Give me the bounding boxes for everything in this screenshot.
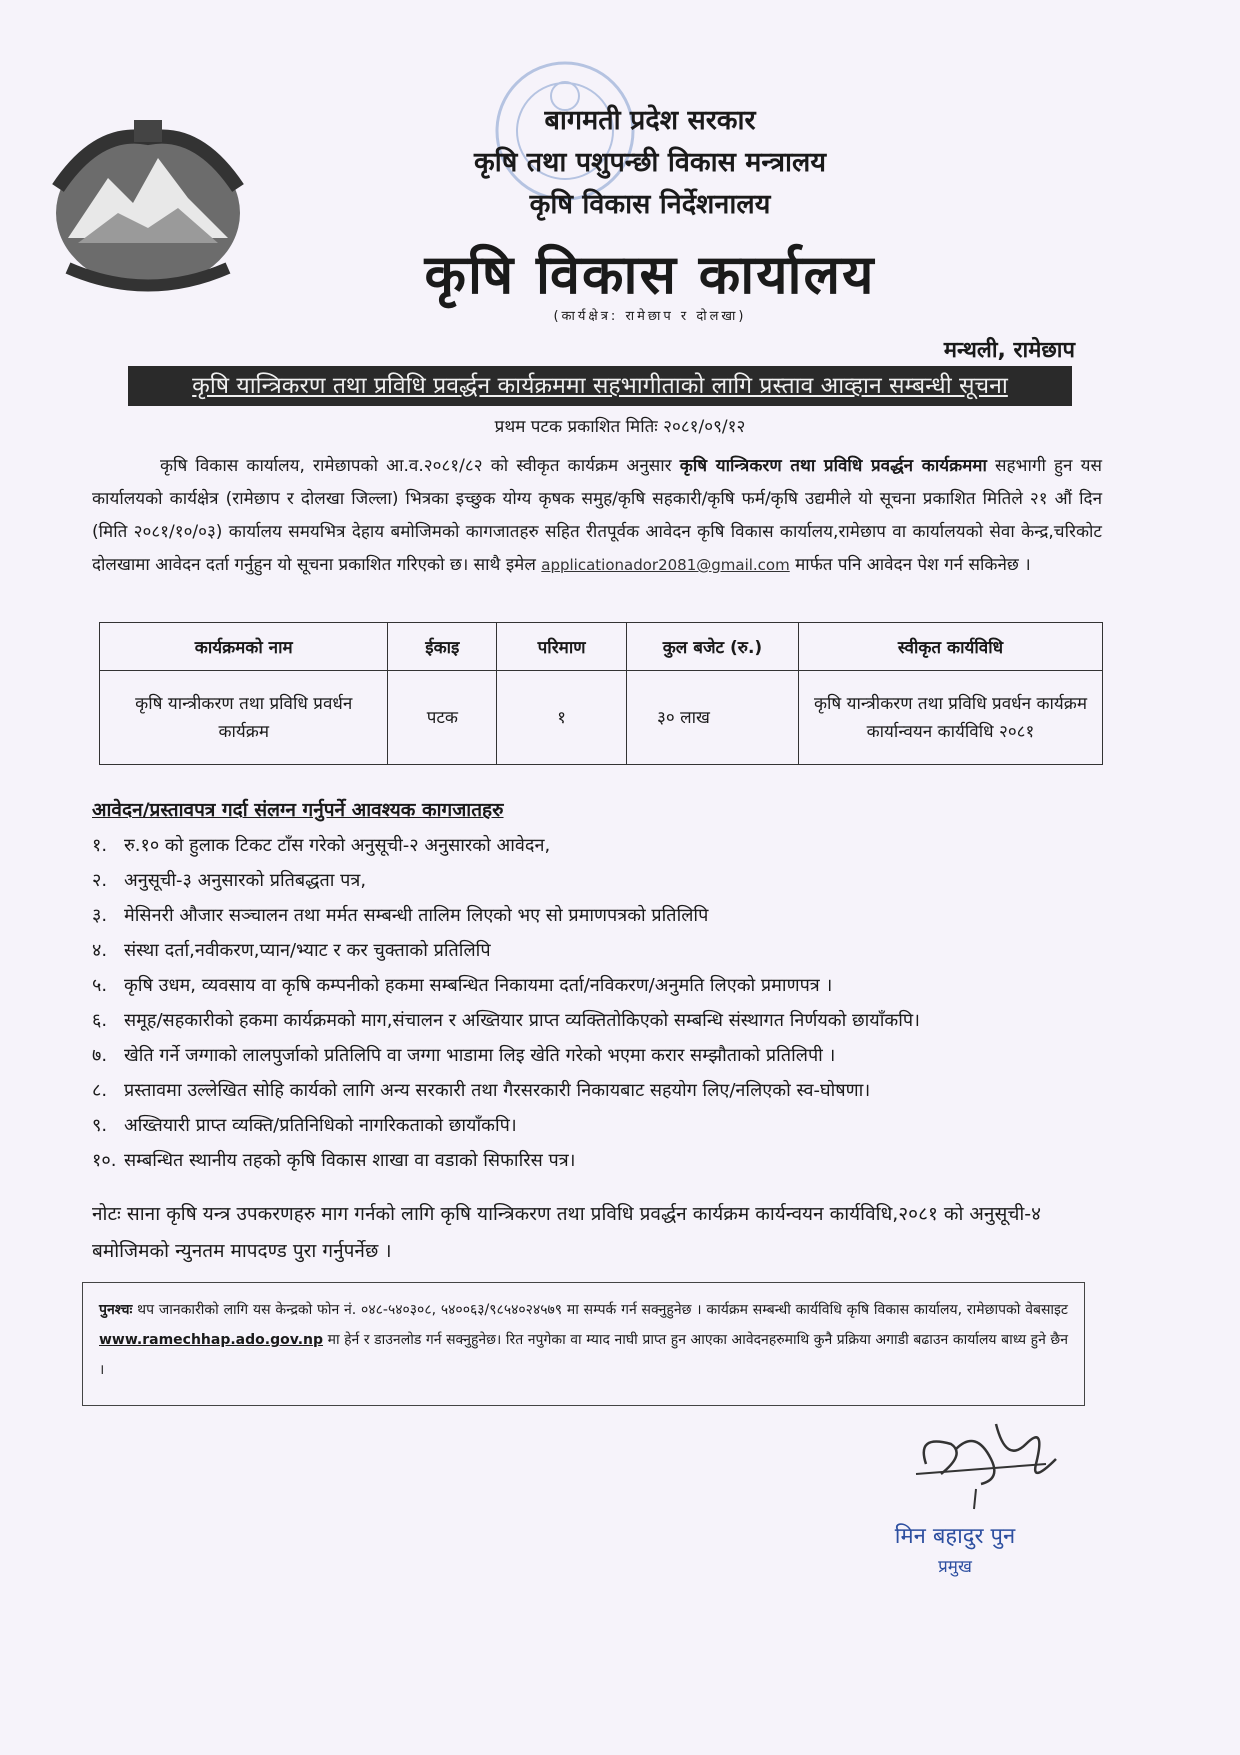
- office-location: मन्थली, रामेछाप: [943, 338, 1075, 363]
- list-item-number: ३.: [92, 905, 108, 926]
- signatory-title: प्रमुख: [938, 1557, 972, 1577]
- list-item: [92, 863, 1112, 898]
- table-header-row: [100, 623, 1103, 671]
- list-item: [92, 1038, 1112, 1073]
- list-item-text: रु.१० को हुलाक टिकट टाँस गरेको अनुसूची-२ अनुसारको आवेदन,: [124, 835, 551, 856]
- table-row: [100, 671, 1103, 765]
- list-item-text: मेसिनरी औजार सञ्चालन तथा मर्मत सम्बन्धी तालिम लिएको भए सो प्रमाणपत्रको प्रतिलिपि: [124, 905, 709, 926]
- paragraph-part2: सहभागी हुन यस कार्यालयको कार्यक्षेत्र (रामेछाप र दोलखा जिल्ला) भित्रका इच्छुक योग्य कृषक समुह/कृषि सहकारी/कृषि फर्म/कृषि उद्यमीले यो सूचना प्रकाशित मितिले २१ औं दिन (मिति २०८१/१०/०३) कार्यालय समयभित्र देहाय बमोजिमको कागजातहरु सहित रीतपूर्वक आवेदन कृषि विकास कार्यालय,रामेछाप वा कार्यालयको सेवा केन्द्र,चरिकोट दोलखामा आवेदन दर्ता गर्नुहुन यो सूचना प्रकाशित गरिएको छ। साथै इमेल: [92, 456, 1102, 575]
- signature-icon: [896, 1404, 1076, 1514]
- paragraph-program-name: कृषि यान्त्रिकरण तथा प्रविधि प्रवर्द्धन कार्यक्रममा: [679, 456, 987, 476]
- documents-heading: आवेदन/प्रस्तावपत्र गर्दा संलग्न गर्नुपर्ने आवश्यक कागजातहरु: [92, 799, 504, 821]
- table-cell: १: [497, 671, 627, 765]
- government-name: बागमती प्रदेश सरकार: [544, 105, 756, 136]
- footnote-part2: मा हेर्न र डाउनलोड गर्न सक्नुहुनेछ। रित नपुगेका वा म्याद नाघी प्राप्त हुन आएका आवेदनहरुमाथि कुनै प्रक्रिया अगाडी बढाउन कार्यालय बाध्य हुने छैन ।: [99, 1332, 1068, 1378]
- list-item: [92, 898, 1112, 933]
- office-area: (कार्यक्षेत्र: रामेछाप र दोलखा): [553, 309, 747, 324]
- signatory-name: मिन बहादुर पुन: [894, 1524, 1016, 1549]
- directorate-name: कृषि विकास निर्देशनालय: [529, 189, 771, 220]
- office-name: कृषि विकास कार्यालय: [424, 243, 876, 306]
- list-item-number: ८.: [92, 1080, 108, 1101]
- list-item-text: समूह/सहकारीको हकमा कार्यक्रमको माग,संचालन र अख्तियार प्राप्त व्यक्तितोकिएको सम्बन्धि संस्थागत निर्णयको छायाँकपि।: [124, 1010, 920, 1031]
- list-item: [92, 968, 1112, 1003]
- list-item: [92, 828, 1112, 863]
- email-link[interactable]: applicationador2081@gmail.com: [541, 556, 790, 574]
- documents-list: [92, 828, 1112, 1178]
- table-cell: पटक: [388, 671, 497, 765]
- table-cell: कृषि यान्त्रीकरण तथा प्रविधि प्रवर्धन कार्यक्रम: [100, 671, 388, 765]
- footnote-label: पुनश्चः: [99, 1302, 133, 1318]
- documents-note: नोटः साना कृषि यन्त्र उपकरणहरु माग गर्नको लागि कृषि यान्त्रिकरण तथा प्रविधि प्रवर्द्धन कार्यक्रम कार्यन्वयन कार्यविधि,२०८१ को अनुसूची-४ बमोजिमको न्युनतम मापदण्ड पुरा गर्नुपर्नेछ ।: [92, 1203, 1042, 1262]
- list-item: [92, 1073, 1112, 1108]
- list-item-text: सम्बन्धित स्थानीय तहको कृषि विकास शाखा वा वडाको सिफारिस पत्र।: [124, 1150, 576, 1171]
- table-header: कार्यक्रमको नाम: [100, 623, 388, 671]
- list-item-text: संस्था दर्ता,नवीकरण,प्यान/भ्याट र कर चुक्ताको प्रतिलिपि: [124, 940, 491, 961]
- list-item-number: ५.: [92, 975, 108, 996]
- header-block: [300, 100, 1000, 226]
- nepal-government-emblem-icon: [38, 118, 258, 298]
- table-header: परिमाण: [497, 623, 627, 671]
- footnote-part1: थप जानकारीको लागि यस केन्द्रको फोन नं. ०४८-५४०३०८, ५४००६३/९८५४०२४५७९ मा सम्पर्क गर्न सक्नुहुनेछ । कार्यक्रम सम्बन्धी कार्यविधि कृषि विकास कार्यालय, रामेछापको वेबसाइट: [132, 1302, 1068, 1318]
- notice-paragraph: [92, 450, 1102, 582]
- program-table: [99, 622, 1103, 765]
- list-item-text: कृषि उधम, व्यवसाय वा कृषि कम्पनीको हकमा सम्बन्धित निकायमा दर्ता/नविकरण/अनुमति लिएको प्रमाणपत्र ।: [124, 975, 833, 996]
- list-item-text: खेति गर्ने जग्गाको लालपुर्जाको प्रतिलिपि वा जग्गा भाडामा लिइ खेति गरेको भएमा करार सम्झौताको प्रतिलिपी ।: [124, 1045, 836, 1066]
- paragraph-part3: मार्फत पनि आवेदन पेश गर्न सकिनेछ ।: [789, 555, 1031, 575]
- table-header: कुल बजेट (रु.): [627, 623, 799, 671]
- list-item-number: ४.: [92, 940, 108, 961]
- table-cell: ३० लाख: [627, 671, 799, 765]
- list-item-number: ७.: [92, 1045, 108, 1066]
- ministry-name: कृषि तथा पशुपन्छी विकास मन्त्रालय: [473, 147, 826, 178]
- list-item-number: २.: [92, 870, 108, 891]
- list-item: [92, 933, 1112, 968]
- list-item-text: अनुसूची-३ अनुसारको प्रतिबद्धता पत्र,: [124, 870, 367, 891]
- list-item-text: प्रस्तावमा उल्लेखित सोहि कार्यको लागि अन्य सरकारी तथा गैरसरकारी निकायबाट सहयोग लिए/नलिएको स्व-घोषणा।: [124, 1080, 871, 1101]
- list-item-number: १०.: [92, 1150, 117, 1171]
- paragraph-part1: कृषि विकास कार्यालय, रामेछापको आ.व.२०८१/८२ को स्वीकृत कार्यक्रम अनुसार: [160, 456, 680, 476]
- list-item-number: ९.: [92, 1115, 108, 1136]
- table-header: ईकाइ: [388, 623, 497, 671]
- notice-title: कृषि यान्त्रिकरण तथा प्रविधि प्रवर्द्धन कार्यक्रममा सहभागीताको लागि प्रस्ताव आव्हान सम्बन्धी सूचना: [128, 366, 1072, 406]
- publication-date: प्रथम पटक प्रकाशित मितिः २०८१/०९/१२: [494, 417, 746, 437]
- list-item: [92, 1003, 1112, 1038]
- list-item: [92, 1108, 1112, 1143]
- table-header: स्वीकृत कार्यविधि: [798, 623, 1102, 671]
- footnote-box: [82, 1282, 1085, 1406]
- list-item-number: ६.: [92, 1010, 108, 1031]
- list-item-text: अख्तियारी प्राप्त व्यक्ति/प्रतिनिधिको नागरिकताको छायाँकपि।: [124, 1115, 517, 1136]
- list-item: [92, 1143, 1112, 1178]
- list-item-number: १.: [92, 835, 108, 856]
- table-cell: कृषि यान्त्रीकरण तथा प्रविधि प्रवर्धन कार्यक्रम कार्यान्वयन कार्यविधि २०८१: [798, 671, 1102, 765]
- website-link[interactable]: www.ramechhap.ado.gov.np: [99, 1332, 324, 1348]
